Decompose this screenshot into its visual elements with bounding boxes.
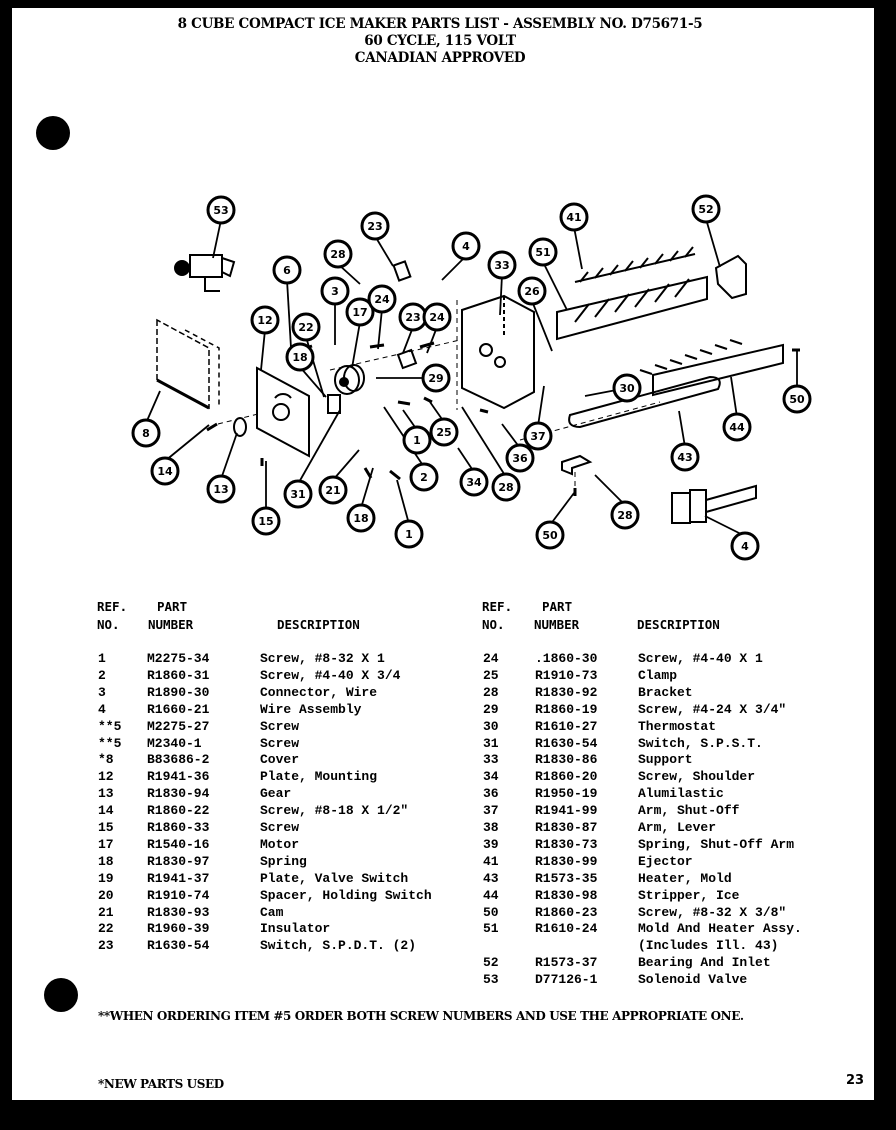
description-cell: Spring bbox=[260, 853, 307, 869]
svg-text:3: 3 bbox=[331, 285, 339, 298]
callout-18 bbox=[348, 505, 374, 531]
description-cell: Solenoid Valve bbox=[638, 972, 748, 988]
ref-cell: **5 bbox=[98, 735, 122, 751]
part-number-cell: R1860-20 bbox=[535, 769, 598, 785]
description-cell: Screw bbox=[260, 735, 300, 751]
ref-cell: 39 bbox=[483, 836, 499, 852]
part-number-cell: R1860-19 bbox=[535, 701, 598, 717]
ref-cell: 50 bbox=[483, 904, 499, 920]
svg-text:25: 25 bbox=[436, 426, 452, 439]
svg-text:31: 31 bbox=[290, 488, 306, 501]
ice-stripper-part bbox=[640, 340, 783, 395]
callout-1 bbox=[404, 427, 430, 453]
motor-part bbox=[335, 365, 364, 394]
callout-23 bbox=[362, 213, 388, 239]
callout-33 bbox=[489, 252, 515, 278]
callout-41 bbox=[561, 204, 587, 230]
ref-cell: 17 bbox=[98, 836, 114, 852]
part-number-cell: M2340-1 bbox=[147, 735, 202, 751]
part-number-cell: R1660-21 bbox=[147, 701, 210, 717]
part-number-cell: D77126-1 bbox=[535, 972, 598, 988]
callout-28 bbox=[493, 474, 519, 500]
part-number-cell: M2275-27 bbox=[147, 718, 210, 734]
bracket-part bbox=[562, 456, 590, 474]
ref-header-line1: REF. bbox=[97, 599, 128, 614]
part-number-cell: R1941-99 bbox=[535, 803, 598, 819]
svg-text:43: 43 bbox=[677, 451, 693, 464]
svg-text:28: 28 bbox=[617, 509, 633, 522]
svg-text:33: 33 bbox=[494, 259, 510, 272]
svg-text:29: 29 bbox=[428, 372, 444, 385]
svg-text:53: 53 bbox=[213, 204, 229, 217]
description-cell: Mold And Heater Assy. bbox=[638, 921, 802, 937]
part-number-cell: R1860-22 bbox=[147, 803, 210, 819]
description-cell: (Includes Ill. 43) bbox=[638, 938, 779, 954]
svg-text:4: 4 bbox=[462, 240, 470, 253]
page-number: 23 bbox=[846, 1073, 865, 1088]
description-cell: Screw, #4-24 X 3/4" bbox=[638, 701, 787, 717]
ref-cell: 12 bbox=[98, 769, 114, 785]
svg-text:28: 28 bbox=[330, 248, 346, 261]
callout-23 bbox=[400, 304, 426, 330]
title-line-3: CANADIAN APPROVED bbox=[354, 50, 526, 66]
callout-1 bbox=[396, 521, 422, 547]
callout-36 bbox=[507, 445, 533, 471]
wire-harness-part bbox=[672, 486, 756, 523]
svg-text:52: 52 bbox=[698, 203, 714, 216]
ref-cell: 18 bbox=[98, 853, 114, 869]
gear-part bbox=[234, 418, 246, 436]
callout-15 bbox=[253, 508, 279, 534]
part-header-line1: PART bbox=[542, 599, 573, 614]
description-header: DESCRIPTION bbox=[277, 617, 360, 632]
part-header-line1: PART bbox=[157, 599, 188, 614]
svg-text:13: 13 bbox=[213, 483, 229, 496]
part-number-cell: R1630-54 bbox=[535, 735, 598, 751]
callout-26 bbox=[519, 278, 545, 304]
ref-cell: 53 bbox=[483, 972, 499, 988]
callout-6 bbox=[274, 257, 300, 283]
callout-25 bbox=[431, 419, 457, 445]
ref-cell: 2 bbox=[98, 667, 106, 683]
callout-29 bbox=[423, 365, 449, 391]
svg-text:21: 21 bbox=[325, 484, 341, 497]
description-cell: Screw bbox=[260, 718, 300, 734]
description-cell: Motor bbox=[260, 836, 300, 852]
svg-text:51: 51 bbox=[535, 246, 551, 259]
ref-cell: 28 bbox=[483, 684, 499, 700]
ref-cell: 37 bbox=[483, 803, 499, 819]
callout-21 bbox=[320, 477, 346, 503]
svg-text:30: 30 bbox=[619, 382, 635, 395]
svg-text:23: 23 bbox=[367, 220, 383, 233]
part-number-cell: R1950-19 bbox=[535, 786, 598, 802]
svg-text:18: 18 bbox=[292, 351, 308, 364]
svg-text:12: 12 bbox=[257, 314, 273, 327]
part-number-cell: R1941-37 bbox=[147, 870, 210, 886]
ref-cell: 41 bbox=[483, 853, 499, 869]
description-cell: Ejector bbox=[638, 853, 693, 869]
svg-text:1: 1 bbox=[413, 434, 421, 447]
svg-text:4: 4 bbox=[741, 540, 749, 553]
callout-2 bbox=[411, 464, 437, 490]
ref-cell: 24 bbox=[483, 651, 499, 666]
callout-34 bbox=[461, 469, 487, 495]
svg-text:34: 34 bbox=[466, 476, 482, 489]
ref-cell: 33 bbox=[483, 752, 499, 768]
callout-4 bbox=[732, 533, 758, 559]
description-cell: Plate, Valve Switch bbox=[260, 870, 409, 886]
part-number-cell: R1573-35 bbox=[535, 870, 598, 886]
part-number-cell: R1830-73 bbox=[535, 836, 598, 852]
description-cell: Alumilastic bbox=[638, 786, 724, 802]
description-cell: Screw, #8-32 X 1 bbox=[260, 651, 385, 666]
part-number-cell: M2275-34 bbox=[147, 651, 210, 666]
part-number-cell: R1960-39 bbox=[147, 921, 210, 937]
description-cell: Screw, #4-40 X 3/4 bbox=[260, 667, 401, 683]
description-cell: Screw, #4-40 X 1 bbox=[638, 651, 763, 666]
part-number-cell: R1941-36 bbox=[147, 769, 210, 785]
callout-24 bbox=[424, 304, 450, 330]
callout-24 bbox=[369, 286, 395, 312]
callout-30 bbox=[614, 375, 640, 401]
ref-cell: 19 bbox=[98, 870, 114, 886]
description-cell: Bracket bbox=[638, 684, 693, 700]
ref-cell: 20 bbox=[98, 887, 114, 903]
svg-text:44: 44 bbox=[729, 421, 745, 434]
ref-cell: 21 bbox=[98, 904, 114, 920]
ref-cell: 36 bbox=[483, 786, 499, 802]
switch-part bbox=[328, 395, 340, 413]
ref-cell: 38 bbox=[483, 820, 499, 835]
ref-cell: 23 bbox=[98, 938, 114, 954]
description-cell: Wire Assembly bbox=[260, 701, 362, 717]
svg-text:36: 36 bbox=[512, 452, 528, 465]
ref-cell: 30 bbox=[483, 718, 499, 734]
part-header-line2: NUMBER bbox=[148, 617, 194, 632]
part-number-cell: R1910-74 bbox=[147, 887, 210, 903]
mold-part bbox=[557, 277, 707, 339]
mounting-plate-part bbox=[257, 368, 309, 456]
ref-cell: **5 bbox=[98, 718, 122, 734]
part-number-cell: R1830-87 bbox=[535, 820, 598, 835]
description-cell: Plate, Mounting bbox=[260, 769, 378, 785]
ref-cell: 52 bbox=[483, 955, 499, 971]
part-header-line2: NUMBER bbox=[534, 617, 580, 632]
callout-52 bbox=[693, 196, 719, 222]
ref-cell: 44 bbox=[483, 887, 499, 903]
ref-cell: 34 bbox=[483, 769, 499, 785]
ref-cell: 22 bbox=[98, 921, 114, 937]
description-cell: Cover bbox=[260, 752, 300, 768]
svg-text:23: 23 bbox=[405, 311, 421, 324]
callout-12 bbox=[252, 307, 278, 333]
ref-header-line2: NO. bbox=[97, 617, 120, 632]
callout-51 bbox=[530, 239, 556, 265]
description-cell: Thermostat bbox=[638, 718, 717, 734]
part-number-cell: R1860-33 bbox=[147, 820, 210, 835]
part-number-cell: B83686-2 bbox=[147, 752, 210, 768]
ref-cell: 4 bbox=[98, 701, 106, 717]
callout-50 bbox=[784, 386, 810, 412]
part-number-cell: R1610-24 bbox=[535, 921, 598, 937]
description-cell: Screw bbox=[260, 820, 300, 835]
cover-part bbox=[157, 320, 219, 408]
ref-cell: 31 bbox=[483, 735, 499, 751]
svg-text:15: 15 bbox=[258, 515, 274, 528]
binder-hole-bottom bbox=[44, 978, 78, 1012]
switch-part bbox=[394, 261, 411, 280]
callout-44 bbox=[724, 414, 750, 440]
description-cell: Screw, Shoulder bbox=[638, 769, 756, 785]
description-cell: Bearing And Inlet bbox=[638, 955, 771, 971]
ref-cell: 13 bbox=[98, 786, 114, 802]
ejector-part bbox=[575, 247, 695, 282]
title-line-1: 8 CUBE COMPACT ICE MAKER PARTS LIST - ASSEMBLY NO. D75671-5 bbox=[177, 16, 703, 32]
svg-text:24: 24 bbox=[374, 293, 390, 306]
ref-cell: 1 bbox=[98, 651, 106, 666]
switch-part bbox=[398, 350, 416, 368]
description-cell: Arm, Lever bbox=[638, 820, 717, 835]
description-cell: Switch, S.P.S.T. bbox=[638, 735, 763, 751]
part-number-cell: R1830-93 bbox=[147, 904, 210, 920]
description-cell: Screw, #8-18 X 1/2" bbox=[260, 803, 409, 819]
svg-text:26: 26 bbox=[524, 285, 540, 298]
part-number-cell: R1830-98 bbox=[535, 887, 598, 903]
description-cell: Cam bbox=[260, 904, 284, 920]
part-number-cell: R1540-16 bbox=[147, 836, 210, 852]
ref-cell: 43 bbox=[483, 870, 499, 886]
callout-13 bbox=[208, 476, 234, 502]
part-number-cell: R1910-73 bbox=[535, 667, 598, 683]
svg-text:8: 8 bbox=[142, 427, 150, 440]
svg-text:22: 22 bbox=[298, 321, 314, 334]
svg-text:50: 50 bbox=[789, 393, 805, 406]
description-cell: Insulator bbox=[260, 921, 331, 937]
part-number-cell: R1830-86 bbox=[535, 752, 598, 768]
svg-text:18: 18 bbox=[353, 512, 369, 525]
part-number-cell: R1830-92 bbox=[535, 684, 598, 700]
callout-31 bbox=[285, 481, 311, 507]
svg-text:6: 6 bbox=[283, 264, 291, 277]
callout-22 bbox=[293, 314, 319, 340]
description-cell: Support bbox=[638, 752, 693, 768]
svg-text:2: 2 bbox=[420, 471, 428, 484]
description-cell: Connector, Wire bbox=[260, 684, 378, 700]
ref-cell: *8 bbox=[98, 752, 114, 768]
housing-part bbox=[462, 296, 534, 408]
description-cell: Spring, Shut-Off Arm bbox=[638, 836, 795, 852]
svg-text:37: 37 bbox=[530, 430, 546, 443]
callout-18 bbox=[287, 344, 313, 370]
svg-text:17: 17 bbox=[352, 306, 368, 319]
description-cell: Heater, Mold bbox=[638, 870, 732, 886]
ref-cell: 25 bbox=[483, 667, 499, 683]
bearing-part bbox=[716, 256, 746, 298]
svg-text:28: 28 bbox=[498, 481, 514, 494]
part-number-cell: R1890-30 bbox=[147, 684, 210, 700]
callout-37 bbox=[525, 423, 551, 449]
callout-28 bbox=[325, 241, 351, 267]
ref-cell: 29 bbox=[483, 701, 499, 717]
ref-header-line2: NO. bbox=[482, 617, 505, 632]
ref-cell: 51 bbox=[483, 921, 499, 937]
new-parts-note: *NEW PARTS USED bbox=[98, 1077, 224, 1091]
part-number-cell: R1860-31 bbox=[147, 667, 210, 683]
title-line-2: 60 CYCLE, 115 VOLT bbox=[364, 33, 516, 49]
callout-43 bbox=[672, 444, 698, 470]
description-header: DESCRIPTION bbox=[637, 617, 720, 632]
callout-4 bbox=[453, 233, 479, 259]
description-cell: Gear bbox=[260, 786, 292, 802]
ref-cell: 15 bbox=[98, 820, 114, 835]
part-number-cell: R1610-27 bbox=[535, 718, 598, 734]
callout-53 bbox=[208, 197, 234, 223]
callout-28 bbox=[612, 502, 638, 528]
svg-text:1: 1 bbox=[405, 528, 413, 541]
description-cell: Clamp bbox=[638, 667, 678, 683]
callout-3 bbox=[322, 278, 348, 304]
part-number-cell: R1630-54 bbox=[147, 938, 210, 954]
ref-header-line1: REF. bbox=[482, 599, 513, 614]
solenoid-valve-part bbox=[175, 255, 234, 291]
part-number-cell: R1830-94 bbox=[147, 786, 210, 802]
description-cell: Spacer, Holding Switch bbox=[260, 887, 432, 903]
svg-text:41: 41 bbox=[566, 211, 582, 224]
description-cell: Stripper, Ice bbox=[638, 887, 740, 903]
callout-14 bbox=[152, 458, 178, 484]
description-cell: Switch, S.P.D.T. (2) bbox=[260, 938, 417, 954]
ordering-note: **WHEN ORDERING ITEM #5 ORDER BOTH SCREW NUMBERS AND USE THE APPROPRIATE ONE. bbox=[98, 1009, 744, 1023]
callout-8 bbox=[133, 420, 159, 446]
ref-cell: 14 bbox=[98, 803, 114, 819]
part-number-cell: .1860-30 bbox=[535, 651, 598, 666]
ref-cell: 3 bbox=[98, 684, 106, 700]
description-cell: Arm, Shut-Off bbox=[638, 803, 740, 819]
part-number-cell: R1573-37 bbox=[535, 955, 598, 971]
description-cell: Screw, #8-32 X 3/8" bbox=[638, 904, 787, 920]
part-number-cell: R1830-99 bbox=[535, 853, 598, 869]
svg-text:50: 50 bbox=[542, 529, 558, 542]
callout-50 bbox=[537, 522, 563, 548]
part-number-cell: R1830-97 bbox=[147, 853, 210, 869]
svg-text:14: 14 bbox=[157, 465, 173, 478]
part-number-cell: R1860-23 bbox=[535, 904, 598, 920]
svg-text:24: 24 bbox=[429, 311, 445, 324]
